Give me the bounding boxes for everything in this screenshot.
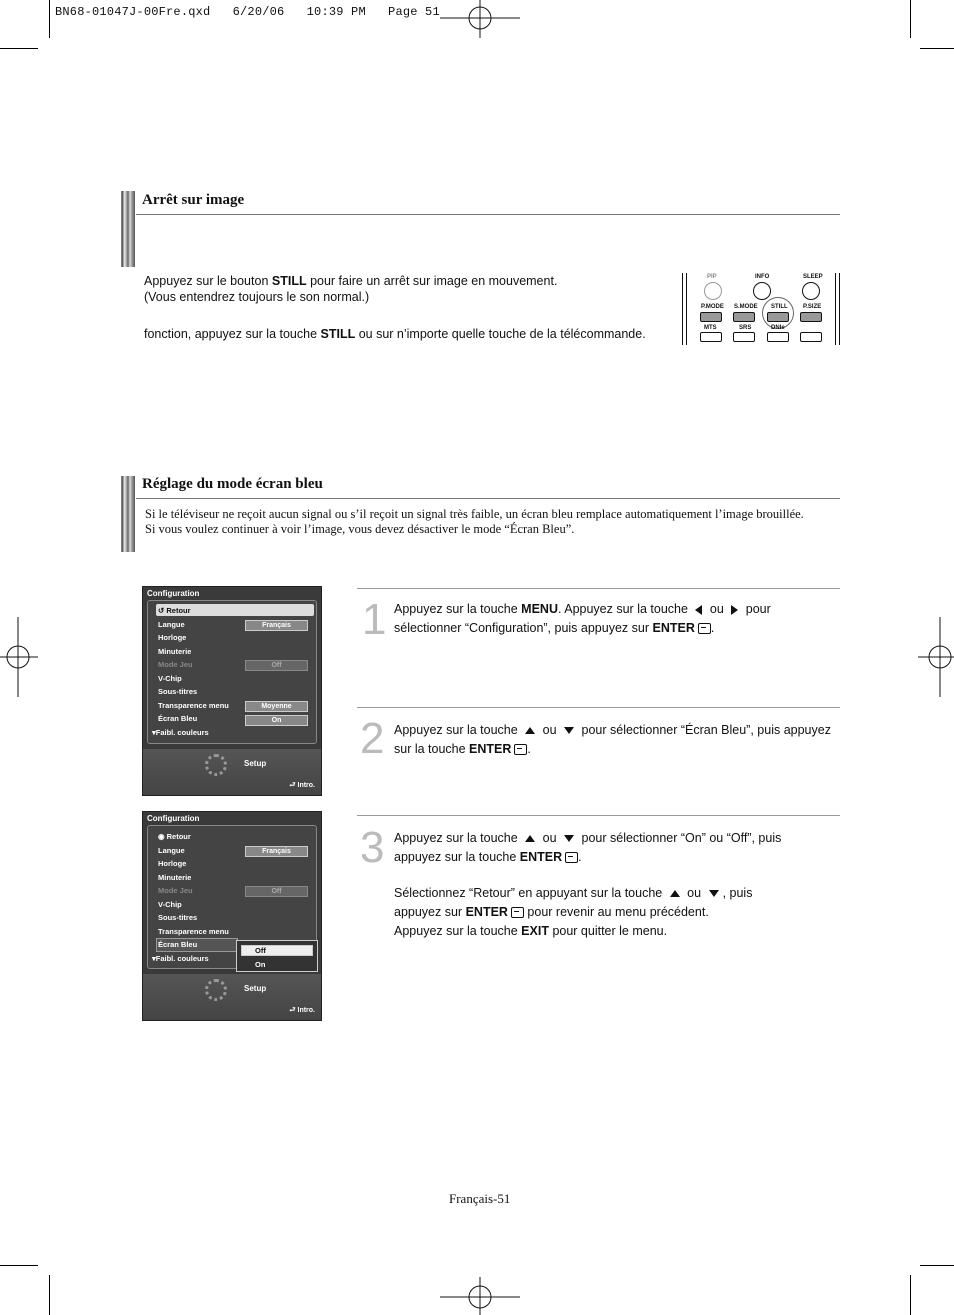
sleep-button — [802, 282, 820, 300]
pmode-button — [700, 312, 722, 322]
osd-item-ecran-bleu: Écran Bleu — [158, 940, 198, 949]
osd-item-transparence: Transparence menu — [158, 927, 229, 936]
mts-button — [700, 332, 722, 342]
up-button — [800, 332, 822, 342]
enter-icon — [511, 907, 524, 918]
srs-label: SRS — [739, 325, 752, 331]
crop-mark — [49, 0, 50, 38]
crop-mark — [920, 48, 954, 49]
down-arrow-icon — [564, 727, 574, 734]
smode-button — [733, 312, 755, 322]
psize-button — [800, 312, 822, 322]
osd-item-horloge: Horloge — [158, 859, 187, 868]
crop-mark — [49, 1275, 50, 1315]
section-rule — [136, 214, 840, 215]
osd-item-mode-jeu: Mode Jeu — [158, 660, 193, 669]
down-arrow-icon — [709, 890, 719, 897]
enter-icon — [514, 744, 527, 755]
osd-item-mode-jeu: Mode Jeu — [158, 886, 193, 895]
osd-item-horloge: Horloge — [158, 633, 187, 642]
sleep-label: SLEEP — [803, 274, 823, 280]
enter-icon — [698, 623, 711, 634]
psize-label: P.SIZE — [803, 304, 822, 310]
smode-label: S.MODE — [734, 304, 758, 310]
osd-item-langue: Langue — [158, 846, 185, 855]
crop-mark — [920, 1265, 954, 1266]
info-label: INFO — [755, 274, 770, 280]
step-number-3: 3 — [360, 823, 385, 872]
osd-item-faibl-couleurs: ▾Faibl. couleurs — [152, 728, 209, 737]
still-label: STILL — [771, 304, 788, 310]
gear-icon — [205, 754, 227, 776]
registration-mark-right — [914, 617, 954, 697]
osd-value-langue: Français — [245, 846, 308, 857]
osd-menu-panel — [147, 825, 317, 969]
osd-item-langue: Langue — [158, 620, 185, 629]
still-instruction: Appuyez sur le bouton STILL pour faire un arrêt sur image en mouvement. (Vous entendrez toujours le son normal.) fonction, appuyez sur la touche STILL ou sur n’importe quelle touche de la télécommande. — [144, 274, 646, 341]
osd-setup-label: Setup — [244, 984, 267, 993]
crop-mark — [0, 1265, 38, 1266]
up-arrow-icon — [525, 727, 535, 734]
osd-bottom-bar — [143, 974, 321, 1020]
section-rule — [136, 498, 840, 499]
osd-screen-1 — [142, 586, 322, 796]
down-arrow-icon — [564, 835, 574, 842]
pmode-label: P.MODE — [701, 304, 724, 310]
osd-item-sous-titres: Sous-titres — [158, 913, 198, 922]
dnie-button — [767, 332, 789, 342]
mts-label: MTS — [704, 325, 717, 331]
info-button — [753, 282, 771, 300]
crop-mark — [910, 0, 911, 38]
osd-value-ecran-bleu: On — [245, 715, 308, 726]
dnie-label: DNIe — [771, 325, 785, 331]
remote-illustration — [682, 273, 840, 345]
blue-screen-intro: Si le téléviseur ne reçoit aucun signal ou s’il reçoit un signal très faible, un écran bleu remplace automatiquement l’image brouillée. Si vous voulez continuer à voir l’image, vous devez désactiver le mode “Écran Bleu”. — [145, 507, 804, 536]
up-arrow-icon — [525, 835, 535, 842]
osd-value-mode-jeu: Off — [245, 886, 308, 897]
osd-intro-label: ⮐ Intro. — [289, 782, 315, 789]
right-arrow-icon — [731, 605, 738, 615]
osd-setup-label: Setup — [244, 759, 267, 768]
osd-screen-2 — [142, 811, 322, 1021]
osd-menu-panel — [147, 600, 317, 744]
osd-title: Configuration — [147, 814, 200, 823]
osd-popup-on: On — [255, 960, 266, 969]
pip-label: PIP — [707, 274, 717, 280]
registration-mark-bottom — [440, 1275, 520, 1315]
gear-icon — [205, 979, 227, 1001]
left-arrow-icon — [695, 605, 702, 615]
step-number-2: 2 — [360, 714, 385, 763]
file-slug: BN68-01047J-00Fre.qxd 6/20/06 10:39 PM Page 51 — [55, 5, 440, 19]
section-title-still: Arrêt sur image — [142, 192, 245, 208]
osd-item-faibl-couleurs: ▾Faibl. couleurs — [152, 954, 209, 963]
osd-item-ecran-bleu: Écran Bleu — [158, 714, 198, 723]
crop-mark — [910, 1275, 911, 1315]
step-2-text: Appuyez sur la touche ou pour sélectionner “Écran Bleu”, puis appuyez sur la touche ENTER . — [394, 723, 831, 756]
osd-item-v-chip: V-Chip — [158, 674, 182, 683]
srs-button — [733, 332, 755, 342]
page-footer: Français-51 — [449, 1191, 511, 1206]
registration-mark-left — [0, 617, 40, 697]
section-bar — [121, 476, 135, 552]
crop-mark — [0, 48, 38, 49]
osd-popup-highlight — [241, 945, 313, 956]
osd-bottom-bar — [143, 749, 321, 795]
osd-item-minuterie: Minuterie — [158, 873, 192, 882]
osd-popup — [236, 940, 318, 972]
osd-item-transparence: Transparence menu — [158, 701, 229, 710]
step-3-text: Appuyez sur la touche ou pour sélectionner “On” ou “Off”, puis appuyez sur la touche ENTER . Sélectionnez “Retour” en appuyant sur la touche ou , puis appuyez sur ENTER pour revenir au menu précédent. Appuyez sur la touche EXIT pour quitter le menu. — [394, 831, 782, 938]
osd-popup-off: Off — [255, 946, 266, 955]
osd-item-retour: ↺ Retour — [158, 606, 191, 615]
section-title-blue-screen: Réglage du mode écran bleu — [142, 476, 323, 492]
up-arrow-icon — [670, 890, 680, 897]
osd-value-transparence: Moyenne — [245, 701, 308, 712]
step-rule — [357, 815, 840, 816]
pip-button — [704, 282, 722, 300]
osd-item-retour: ◉ Retour — [158, 832, 191, 841]
step-rule — [357, 707, 840, 708]
osd-intro-label: ⮐ Intro. — [289, 1007, 315, 1014]
step-rule — [357, 588, 840, 589]
osd-item-minuterie: Minuterie — [158, 647, 192, 656]
osd-item-sous-titres: Sous-titres — [158, 687, 198, 696]
registration-mark-top — [440, 0, 520, 40]
osd-value-langue: Français — [245, 620, 308, 631]
step-1-text: Appuyez sur la touche MENU. Appuyez sur la touche ou pour sélectionner “Configuration”, puis appuyez sur ENTER . — [394, 602, 771, 635]
osd-title: Configuration — [147, 589, 200, 598]
section-bar — [121, 191, 135, 267]
osd-item-v-chip: V-Chip — [158, 900, 182, 909]
step-number-1: 1 — [362, 595, 387, 644]
osd-value-mode-jeu: Off — [245, 660, 308, 671]
enter-icon — [565, 852, 578, 863]
